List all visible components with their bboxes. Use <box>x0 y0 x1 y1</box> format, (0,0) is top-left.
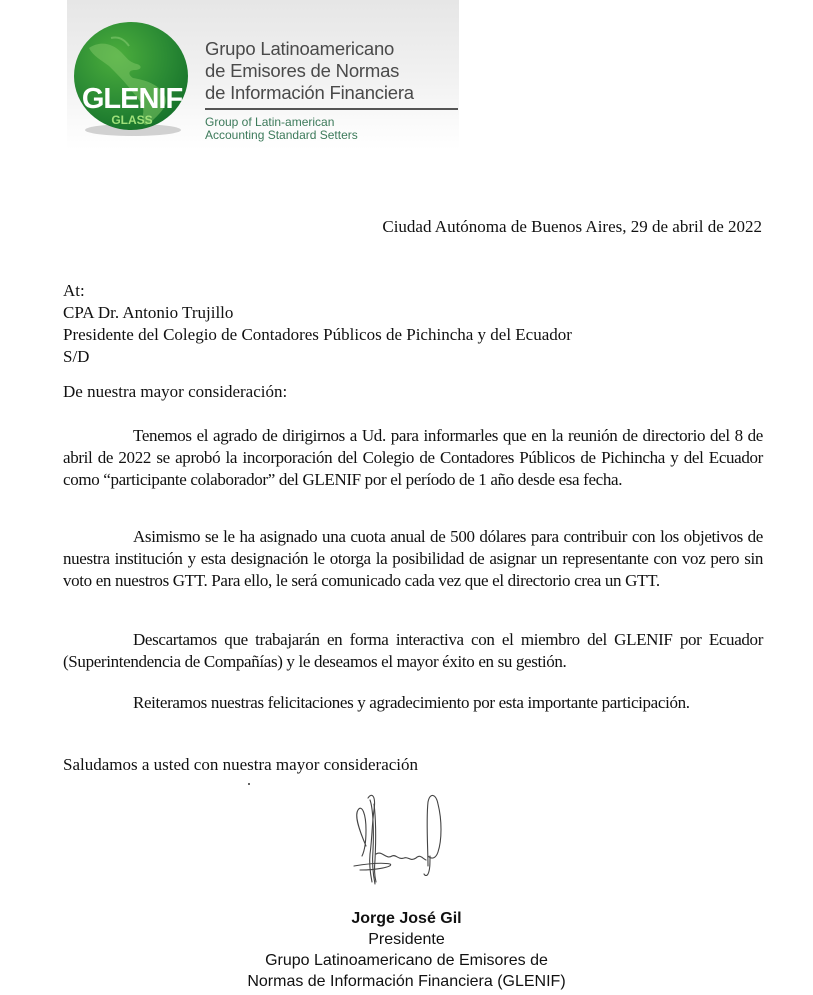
org-name-line: de Información Financiera <box>205 82 414 103</box>
signer-org-line: Grupo Latinoamericano de Emisores de <box>265 952 548 969</box>
body-paragraph: Tenemos el agrado de dirigirnos a Ud. para informarles que en la reunión de directorio del 8 de abril de 2022 se aprobó la incorporación del Colegio de Contadores Públicos de Pichincha y del Ecuador como “participante colaborador” del GLENIF por el período de 1 año desde esa fecha. <box>63 426 763 489</box>
signer-role: Presidente <box>368 931 445 948</box>
organization-name <box>205 38 455 142</box>
glenif-globe-logo-icon <box>71 18 193 138</box>
body-paragraph: Descartamos que trabajarán en forma interactiva con el miembro del GLENIF por Ecuador (Superintendencia de Compañías) y le deseamos el mayor éxito en su gestión. <box>63 630 763 671</box>
org-name-line: Grupo Latinoamericano <box>205 38 395 59</box>
salutation: De nuestra mayor consideración: <box>63 382 288 401</box>
org-name-line: de Emisores de Normas <box>205 60 400 81</box>
signer-org-line: Normas de Información Financiera (GLENIF) <box>247 973 566 990</box>
logo-glenif-text: GLENIF <box>81 83 183 115</box>
letterhead-divider <box>205 108 458 110</box>
logo-glass-text: GLASS <box>111 113 153 127</box>
recipient-name: CPA Dr. Antonio Trujillo <box>63 303 234 322</box>
recipient-sd: S/D <box>63 347 90 366</box>
recipient-block <box>63 280 572 368</box>
signer-block <box>0 908 813 992</box>
letter-date: Ciudad Autónoma de Buenos Aires, 29 de abril de 2022 <box>382 217 762 236</box>
stray-dot <box>248 783 250 785</box>
closing-line: Saludamos a usted con nuestra mayor consideración <box>63 755 419 774</box>
recipient-title: Presidente del Colegio de Contadores Públicos de Pichincha y del Ecuador <box>63 325 572 344</box>
signer-name: Jorge José Gil <box>351 910 462 927</box>
body-paragraph: Reiteramos nuestras felicitaciones y agradecimiento por esta importante participación. <box>133 693 690 712</box>
letterhead <box>67 0 459 150</box>
body-paragraph: Asimismo se le ha asignado una cuota anual de 500 dólares para contribuir con los objetivos de nuestra institución y esta designación le otorga la posibilidad de asignar un representante con voz pero sin voto en nuestros GTT. Para ello, le será comunicado cada vez que el directorio crea un GTT. <box>63 527 763 590</box>
org-name-english-line: Group of Latin-american <box>205 114 335 129</box>
handwritten-signature-icon <box>350 790 460 890</box>
org-name-english-line: Accounting Standard Setters <box>205 127 358 142</box>
recipient-label: At: <box>63 281 85 300</box>
